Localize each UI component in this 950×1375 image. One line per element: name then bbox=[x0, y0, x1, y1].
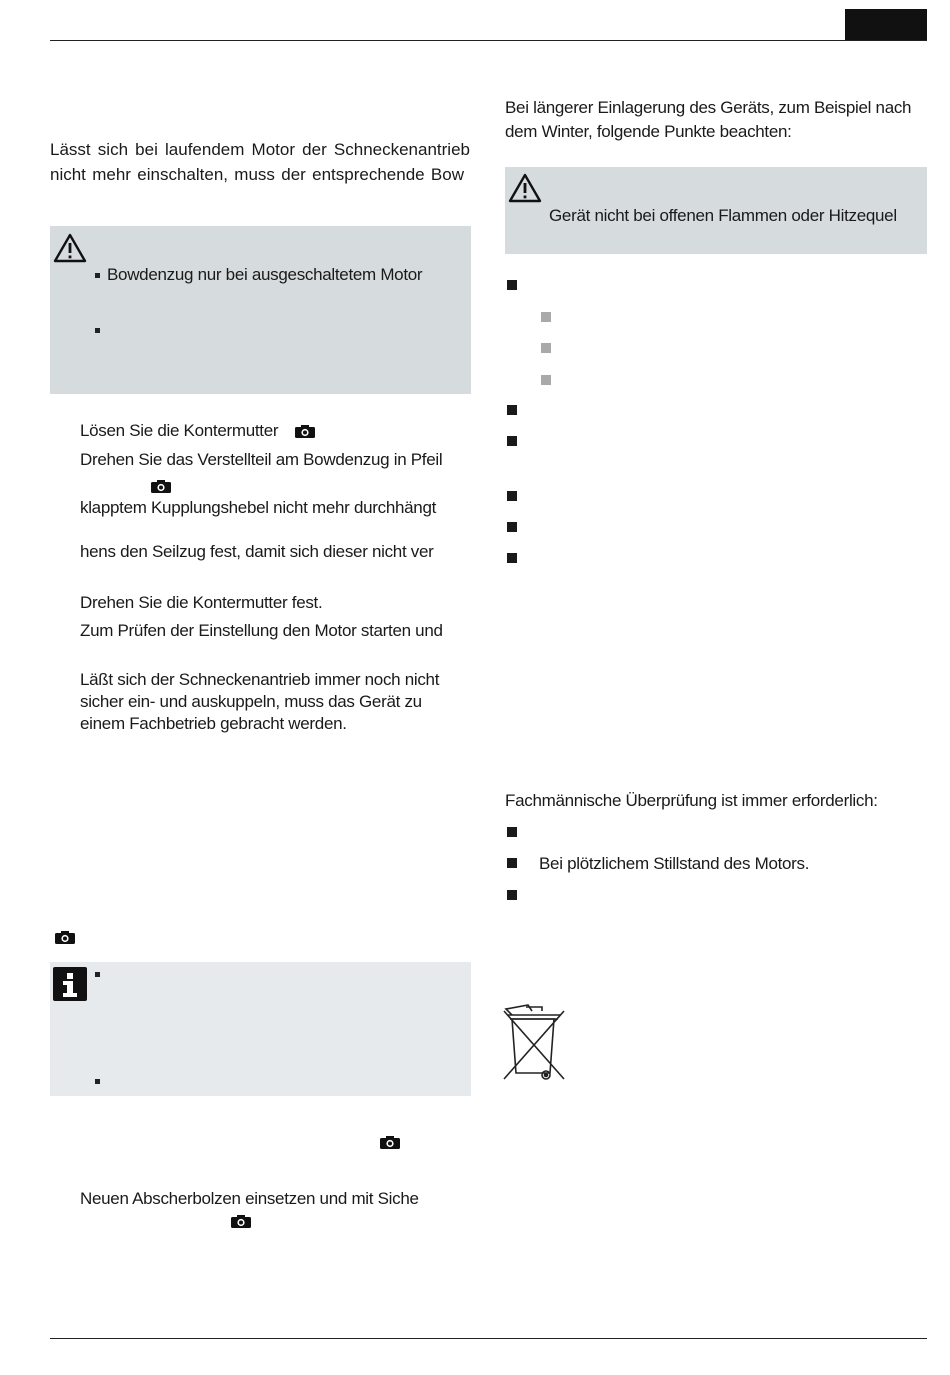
intro-line-1: Lässt sich bei laufendem Motor der Schneckenantrieb bbox=[50, 140, 470, 159]
sub-list-bullet bbox=[541, 375, 551, 385]
sub-list-bullet bbox=[541, 312, 551, 322]
camera-icon bbox=[231, 1215, 251, 1228]
note-line-3: einem Fachbetrieb gebracht werden. bbox=[80, 714, 347, 733]
note-line-2: sicher ein- und auskuppeln, muss das Gerät zu bbox=[80, 692, 422, 711]
warning-flames-text: Gerät nicht bei offenen Flammen oder Hitzequel bbox=[549, 206, 897, 225]
inspection-item-motor-stop: Bei plötzlichem Stillstand des Motors. bbox=[539, 854, 810, 873]
footer-rule bbox=[50, 1338, 927, 1339]
camera-icon bbox=[151, 480, 171, 493]
list-bullet bbox=[507, 858, 517, 868]
inspection-heading: Fachmännische Überprüfung ist immer erforderlich: bbox=[505, 791, 878, 810]
list-bullet bbox=[507, 827, 517, 837]
step-fix-cable: hens den Seilzug fest, damit sich dieser nicht ver bbox=[80, 542, 434, 561]
bullet-marker bbox=[95, 972, 100, 977]
warning-triangle-icon bbox=[508, 173, 542, 203]
list-bullet bbox=[507, 280, 517, 290]
step-lever-slack: klapptem Kupplungshebel nicht mehr durchhängt bbox=[80, 498, 437, 517]
list-bullet bbox=[507, 436, 517, 446]
storage-intro-line-2: dem Winter, folgende Punkte beachten: bbox=[505, 122, 792, 141]
warning-box-storage bbox=[505, 167, 927, 254]
bullet-marker bbox=[95, 328, 100, 333]
warning-box-bowden bbox=[50, 226, 471, 394]
camera-icon bbox=[295, 425, 315, 438]
bullet-marker bbox=[95, 273, 100, 278]
step-turn-adjuster: Drehen Sie das Verstellteil am Bowdenzug in Pfeil bbox=[80, 450, 443, 469]
camera-icon bbox=[55, 931, 75, 944]
info-box bbox=[50, 962, 471, 1096]
camera-icon bbox=[380, 1136, 400, 1149]
storage-intro-line-1: Bei längerer Einlagerung des Geräts, zum Beispiel nach bbox=[505, 98, 912, 117]
note-line-1: Läßt sich der Schneckenantrieb immer noch nicht bbox=[80, 670, 440, 689]
list-bullet bbox=[507, 491, 517, 501]
crossed-out-wheelie-bin-icon bbox=[502, 1003, 566, 1083]
intro-line-2: nicht mehr einschalten, muss der entsprechende Bow bbox=[50, 165, 464, 184]
page-number-tab bbox=[845, 9, 927, 40]
warning-triangle-icon bbox=[53, 233, 87, 263]
step-loosen-locknut: Lösen Sie die Kontermutter bbox=[80, 421, 279, 440]
header-rule bbox=[50, 40, 927, 41]
list-bullet bbox=[507, 553, 517, 563]
info-icon bbox=[53, 967, 87, 1001]
list-bullet bbox=[507, 405, 517, 415]
sub-list-bullet bbox=[541, 343, 551, 353]
step-insert-shear-bolt: Neuen Abscherbolzen einsetzen und mit Siche bbox=[80, 1189, 419, 1208]
list-bullet bbox=[507, 522, 517, 532]
step-tighten-locknut: Drehen Sie die Kontermutter fest. bbox=[80, 593, 323, 612]
step-test-setting: Zum Prüfen der Einstellung den Motor starten und bbox=[80, 621, 443, 640]
warning-item-1: Bowdenzug nur bei ausgeschaltetem Motor bbox=[107, 265, 423, 284]
list-bullet bbox=[507, 890, 517, 900]
bullet-marker bbox=[95, 1079, 100, 1084]
